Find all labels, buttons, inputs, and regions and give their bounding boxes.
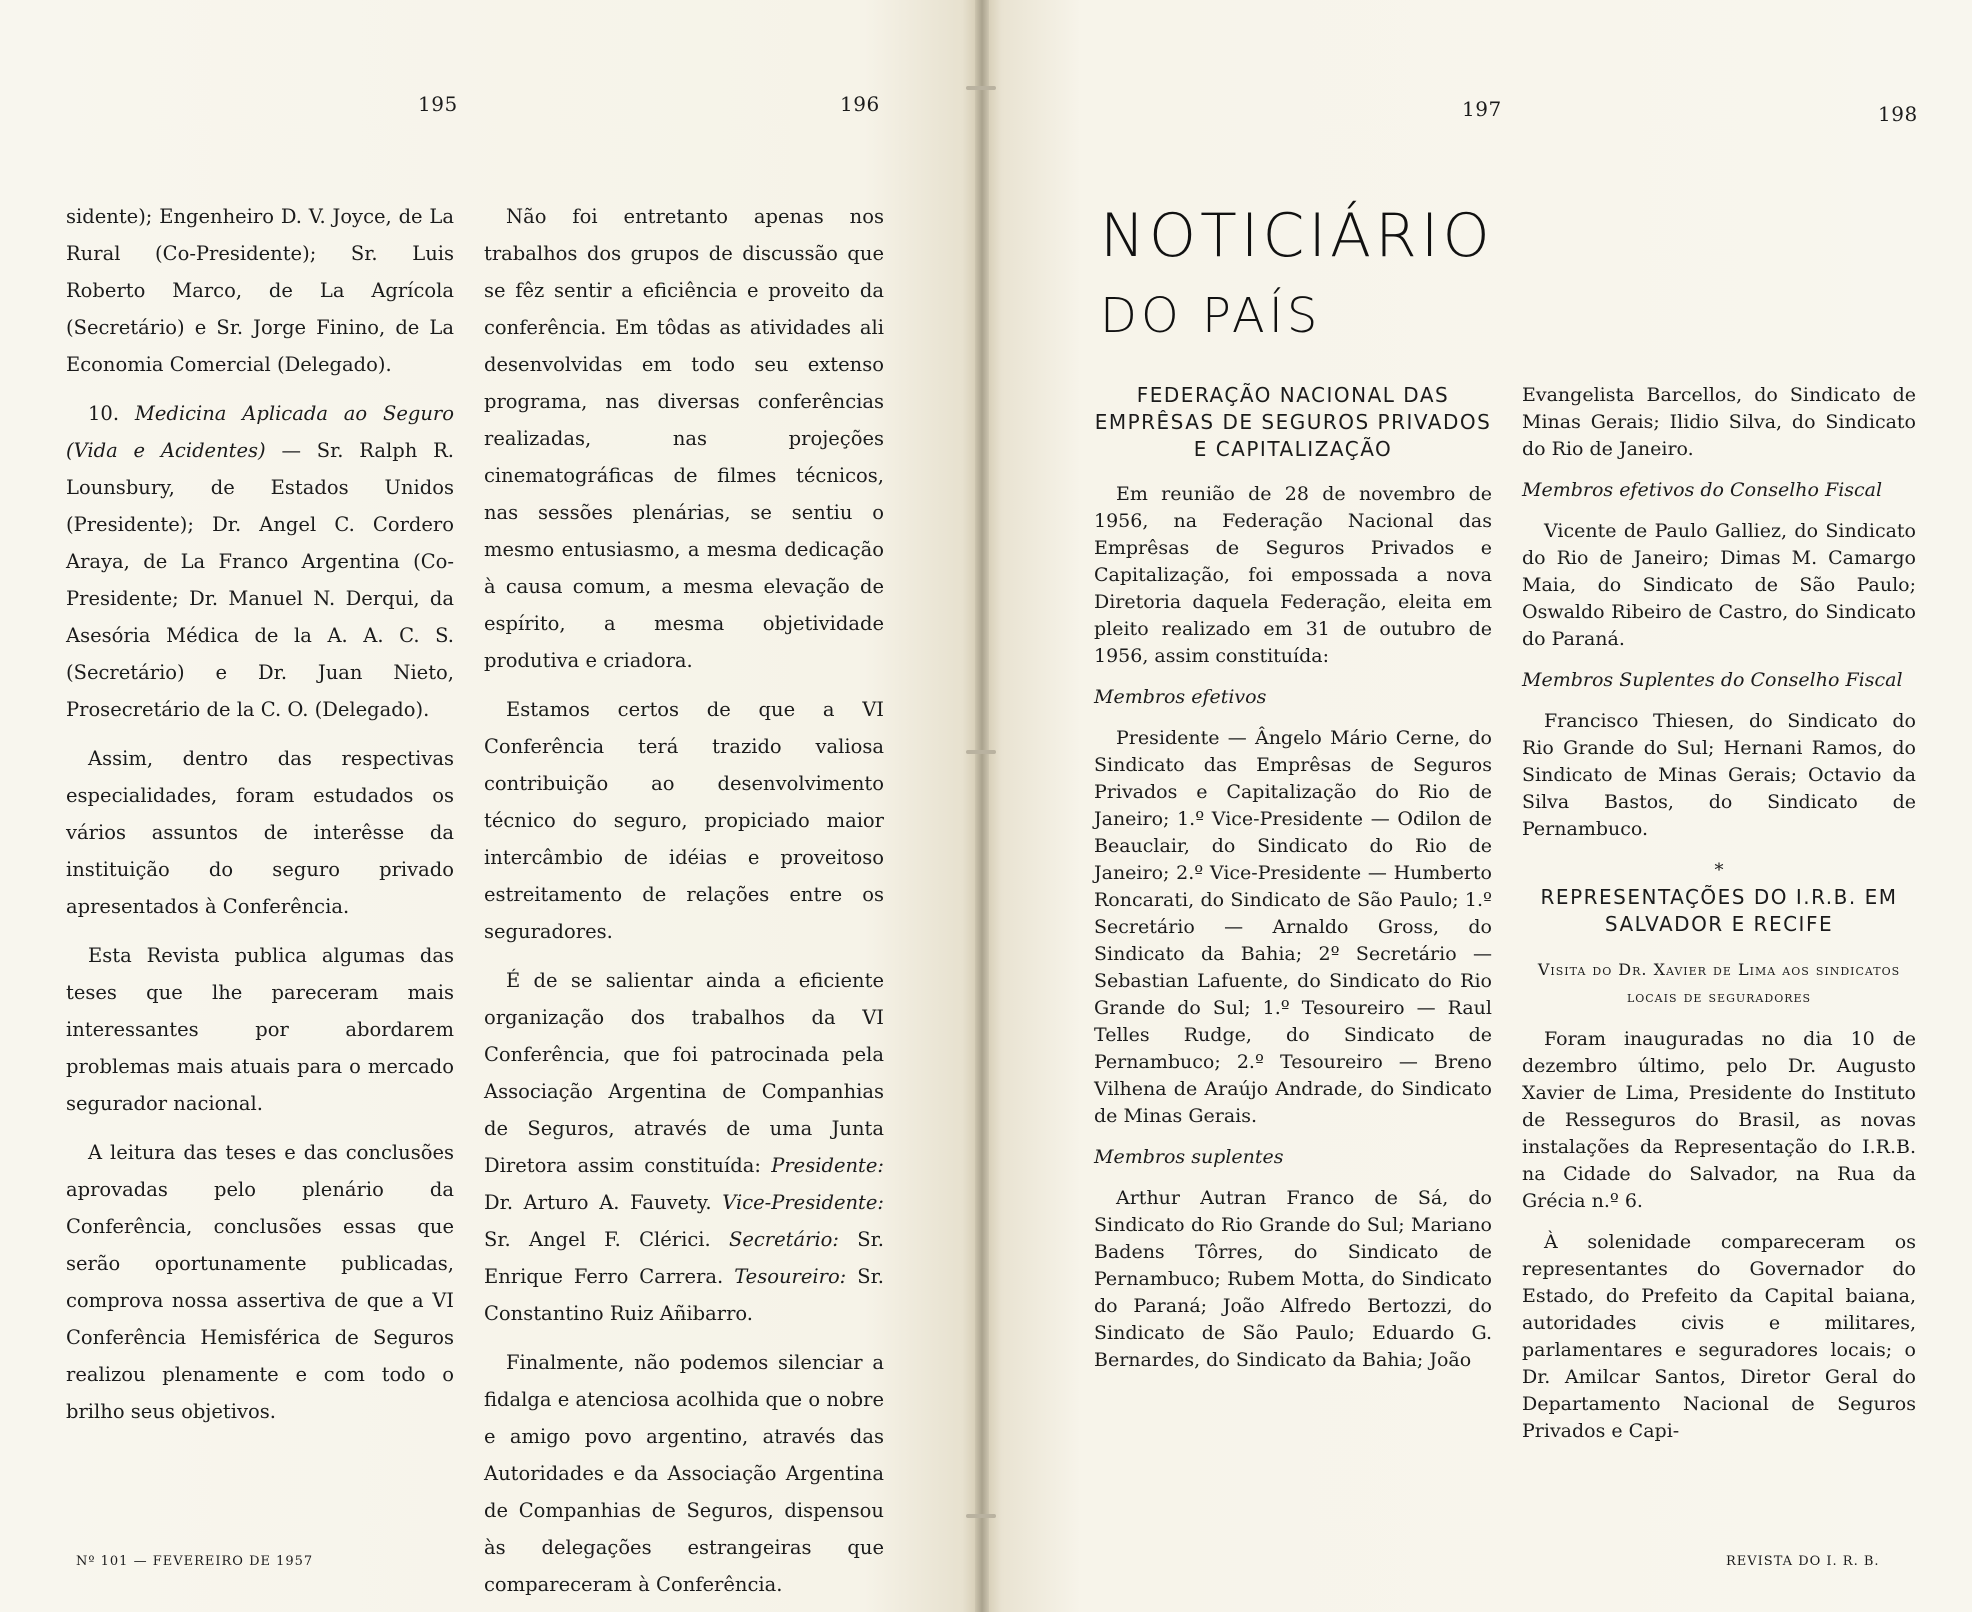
- subheading: Membros Suplentes do Conselho Fiscal: [1522, 669, 1903, 691]
- paragraph: sidente); Engenheiro D. V. Joyce, de La Rural (Co-Presidente); Sr. Luis Roberto Marco, de La Agrícola (Secretário) e Sr. Jorge Finino, de La Economia Comercial (Delegado).: [66, 205, 454, 376]
- column-page-196: [484, 198, 884, 1615]
- role-name: Sr. Enrique Ferro Carrera.: [484, 1228, 885, 1288]
- paragraph: À solenidade compareceram os representantes do Governador do Estado, do Prefeito da Capital baiana, autoridades civis e militares, parlamentares e seguradores locais; o Dr. Amilcar Santos, Diretor Geral do Departamento Nacional de Seguros Privados e Capi-: [1522, 1231, 1916, 1442]
- role-name: Dr. Arturo A. Fauvety.: [484, 1191, 712, 1214]
- subheading: Membros suplentes: [1094, 1146, 1284, 1168]
- page-number-197: 197: [1462, 97, 1502, 121]
- paragraph: [66, 395, 454, 728]
- role-name: Sr. Constantino Ruiz Añibarro.: [484, 1265, 885, 1325]
- column-page-198: [1522, 382, 1916, 1459]
- subheading: Membros efetivos do Conselho Fiscal: [1522, 479, 1883, 501]
- paragraph: Arthur Autran Franco de Sá, do Sindicato do Rio Grande do Sul; Mariano Badens Tôrres, do Sindicato de Pernambuco; Rubem Motta, do Sindicato do Paraná; João Alfredo Bertozzi, do Sindicato de São Paulo; Eduardo G. Bernardes, do Sindicato da Bahia; João: [1094, 1187, 1492, 1371]
- article-subtitle: Visita do Dr. Xavier de Lima aos sindicatos locais de seguradores: [1537, 960, 1901, 1006]
- article-heading: REPRESENTAÇÕES DO I.R.B. EM SALVADOR E RECIFE: [1540, 885, 1898, 936]
- binding-stitch: [958, 742, 1006, 764]
- role-label: Tesoureiro:: [734, 1265, 847, 1288]
- article-heading: FEDERAÇÃO NACIONAL DAS EMPRÊSAS DE SEGUROS PRIVADOS E CAPITALIZAÇÃO: [1094, 383, 1492, 461]
- paragraph-text: É de se salientar ainda a eficiente organização dos trabalhos da VI Conferência, que foi patrocinada pela Associação Argentina de Companhias de Seguros, através de uma Junta Diretora assim constituída:: [484, 969, 884, 1177]
- paragraph: Assim, dentro das respectivas especialidades, foram estudados os vários assuntos de interêsse da instituição do seguro privado apresentados à Conferência.: [66, 747, 454, 918]
- column-page-197: [1094, 382, 1492, 1388]
- section-title-line1: NOTICIÁRIO: [1100, 201, 1494, 271]
- item-text: — Sr. Ralph R. Lounsbury, de Estados Unidos (Presidente); Dr. Angel C. Cordero Araya, de La Franco Argentina (Co-Presidente; Dr. Manuel N. Derqui, da Asesória Médica de la A. A. C. S. (Secretário) e Dr. Juan Nieto, Prosecretário de la C. O. (Delegado).: [66, 439, 454, 721]
- item-number: 10.: [88, 402, 120, 425]
- section-title: [1100, 201, 1494, 344]
- paragraph: [484, 962, 884, 1332]
- page-number-196: 196: [840, 92, 880, 116]
- paragraph: Vicente de Paulo Galliez, do Sindicato do Rio de Janeiro; Dimas M. Camargo Maia, do Sindicato de São Paulo; Oswaldo Ribeiro de Castro, do Sindicato do Paraná.: [1522, 520, 1916, 650]
- paragraph: Francisco Thiesen, do Sindicato do Rio Grande do Sul; Hernani Ramos, do Sindicato de Minas Gerais; Octavio da Silva Bastos, do Sindicato de Pernambuco.: [1522, 710, 1916, 840]
- paragraph: Esta Revista publica algumas das teses que lhe pareceram mais interessantes por abordarem problemas mais atuais para o mercado segurador nacional.: [66, 944, 454, 1115]
- paragraph: Estamos certos de que a VI Conferência terá trazido valiosa contribuição ao desenvolvimento técnico do seguro, propiciado maior intercâmbio de idéias e proveitoso estreitamento de relações entre os seguradores.: [484, 698, 884, 943]
- paragraph: Não foi entretanto apenas nos trabalhos dos grupos de discussão que se fêz sentir a eficiência e proveito da conferência. Em tôdas as atividades ali desenvolvidas em todo seu extenso programa, nas diversas conferências realizadas, nas projeções cinematográficas de filmes técnicos, nas sessões plenárias, se sentiu o mesmo entusiasmo, a mesma dedicação à causa comum, a mesma elevação de espírito, a mesma objetividade produtiva e criadora.: [484, 205, 884, 672]
- role-label: Presidente:: [771, 1154, 884, 1177]
- paragraph: Finalmente, não podemos silenciar a fidalga e atenciosa acolhida que o nobre e amigo povo argentino, através das Autoridades e da Associação Argentina de Companhias de Seguros, dispensou às delegações estrangeiras que compareceram à Conferência.: [484, 1351, 884, 1596]
- paragraph: Em reunião de 28 de novembro de 1956, na Federação Nacional das Emprêsas de Seguros Privados e Capitalização, foi empossada a nova Diretoria daquela Federação, eleita em pleito realizado em 31 de outubro de 1956, assim constituída:: [1094, 483, 1492, 667]
- binding-stitch: [958, 78, 1006, 100]
- role-label: Secretário:: [728, 1228, 839, 1251]
- section-title-line2: DO PAÍS: [1100, 288, 1322, 344]
- column-page-195: [66, 198, 454, 1442]
- role-name: Sr. Angel F. Clérici.: [484, 1228, 711, 1251]
- binding-stitch: [958, 1506, 1006, 1528]
- page-number-198: 198: [1878, 102, 1918, 126]
- section-separator: *: [1714, 860, 1724, 881]
- footer-issue: Nº 101 — FEVEREIRO DE 1957: [76, 1554, 314, 1569]
- role-label: Vice-Presidente:: [722, 1191, 884, 1214]
- binding-gutter: [975, 0, 989, 1612]
- paragraph: Foram inauguradas no dia 10 de dezembro último, pelo Dr. Augusto Xavier de Lima, Presidente do Instituto de Resseguros do Brasil, as novas instalações da Representação do I.R.B. na Cidade do Salvador, na Rua da Grécia n.º 6.: [1522, 1028, 1916, 1212]
- paragraph: Evangelista Barcellos, do Sindicato de Minas Gerais; Ilidio Silva, do Sindicato do Rio de Janeiro.: [1522, 384, 1916, 460]
- footer-publication: REVISTA DO I. R. B.: [1726, 1554, 1880, 1569]
- subheading: Membros efetivos: [1094, 686, 1267, 708]
- paragraph: Presidente — Ângelo Mário Cerne, do Sindicato das Emprêsas de Seguros Privados e Capitalização do Rio de Janeiro; 1.º Vice-Presidente — Odilon de Beauclair, do Sindicato do Rio de Janeiro; 2.º Vice-Presidente — Humberto Roncarati, do Sindicato de São Paulo; 1.º Secretário — Arnaldo Gross, do Sindicato da Bahia; 2º Secretário — Sebastian Lafuente, do Sindicato do Rio Grande do Sul; 1.º Tesoureiro — Raul Telles Rudge, do Sindicato de Pernambuco; 2.º Tesoureiro — Breno Vilhena de Araújo Andrade, do Sindicato de Minas Gerais.: [1094, 727, 1492, 1127]
- paragraph: A leitura das teses e das conclusões aprovadas pelo plenário da Conferência, conclusões essas que serão oportunamente publicadas, comprova nossa assertiva de que a VI Conferência Hemisférica de Seguros realizou plenamente e com todo o brilho seus objetivos.: [66, 1141, 454, 1423]
- page-number-195: 195: [418, 92, 458, 116]
- item-title: Medicina Aplicada ao Seguro (Vida e Acidentes): [66, 402, 454, 462]
